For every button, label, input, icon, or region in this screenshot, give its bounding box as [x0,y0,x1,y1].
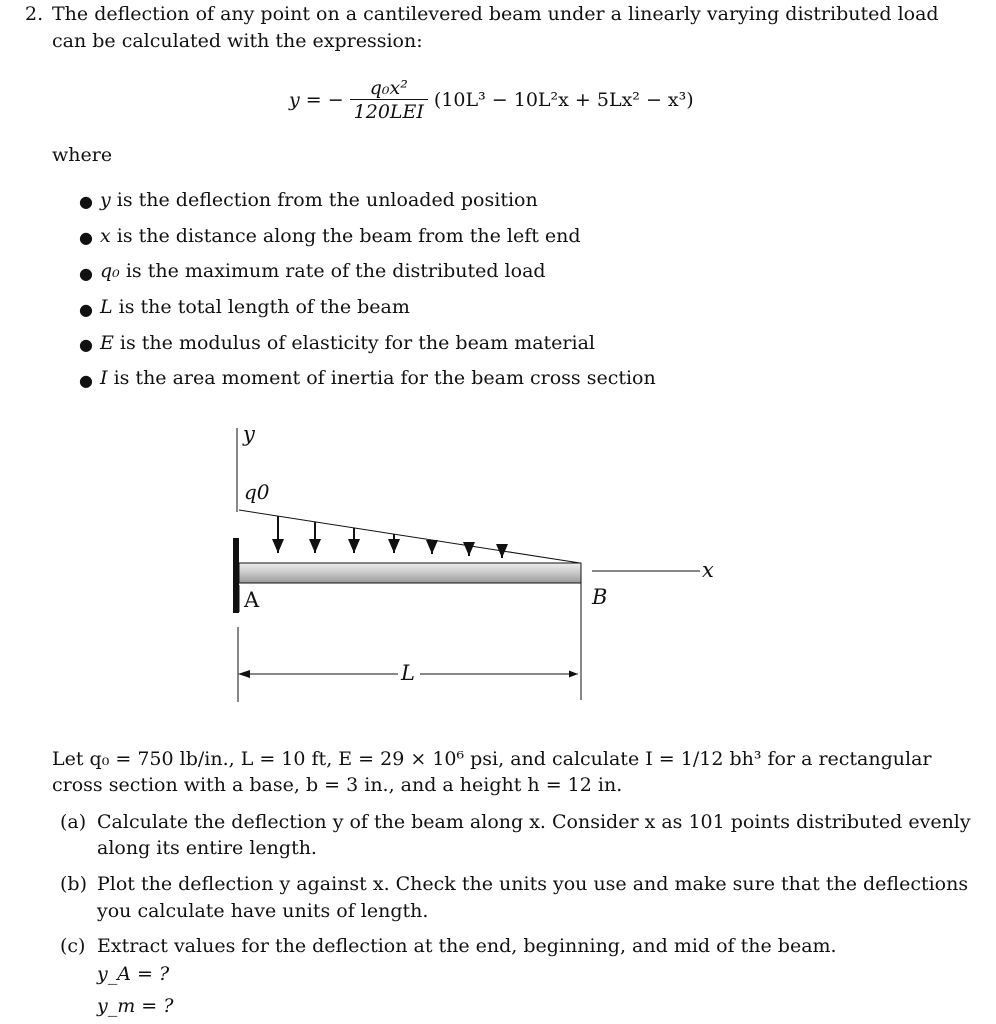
figure-x-label: x [702,558,714,582]
part-b-line-1: Plot the deflection y against x. Check the units you use and make sure that the deflections [97,873,969,895]
list-item: I is the area moment of inertia for the beam cross section [100,367,656,389]
part-a-line-2: along its entire length. [97,837,317,859]
figure-point-a: A [244,588,260,612]
list-item: L is the total length of the beam [100,296,410,318]
intro-line-1: The deflection of any point on a cantilevered beam under a linearly varying distributed load [52,3,939,25]
load-arrows [278,516,502,558]
equation-parenthetical: (10L³ − 10L²x + 5Lx² − x³) [433,89,694,111]
equation-denominator: 120LEI [353,100,424,123]
list-item: q₀ is the maximum rate of the distributed load [100,260,546,282]
wall-support [233,538,239,613]
figure-point-b: B [592,585,608,609]
list-item: y is the deflection from the unloaded position [100,189,538,211]
part-c-label: (c) [60,935,86,957]
part-a-label: (a) [60,811,87,833]
given-line-2: cross section with a base, b = 3 in., and a height h = 12 in. [52,774,623,796]
where-label: where [52,144,113,166]
part-b-line-2: you calculate have units of length. [97,900,429,922]
list-item: E is the modulus of elasticity for the beam material [100,332,595,354]
answer-ya: y_A = ? [97,963,170,985]
equation-numerator: q₀x² [350,77,428,100]
figure-y-label: y [243,422,255,446]
problem-number: 2. [25,3,44,25]
intro-line-2: can be calculated with the expression: [52,30,423,52]
given-line-1: Let q₀ = 750 lb/in., L = 10 ft, E = 29 × 10⁶ psi, and calculate I = 1/12 bh³ for a rectangular [52,748,932,770]
equation-lhs: y = − [289,89,344,111]
figure-load-label: q0 [244,480,270,504]
figure-length-label: L [401,661,415,685]
answer-ym: y_m = ? [97,995,174,1017]
load-profile [239,510,580,563]
beam [239,563,581,583]
part-b-label: (b) [60,873,87,895]
list-item: x is the distance along the beam from the left end [100,225,581,247]
part-a-line-1: Calculate the deflection y of the beam along x. Consider x as 101 points distributed evenly [97,811,971,833]
part-c-line-1: Extract values for the deflection at the end, beginning, and mid of the beam. [97,935,837,957]
